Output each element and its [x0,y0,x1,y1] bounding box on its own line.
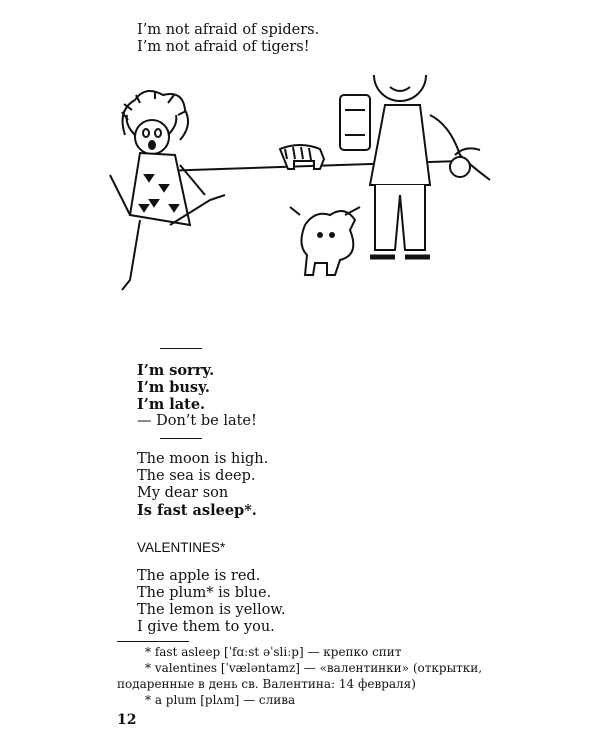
divider-rule [160,438,202,439]
footnote-plum: * a plum [plʌm] — слива [145,693,296,707]
poem3-line2: The sea is deep. [137,468,256,484]
poem3-line3: My dear son [137,485,229,501]
girl-figure [110,91,225,290]
footnote-valentines-cont: подаренные в день св. Валентина: 14 февраля) [117,677,416,691]
poem2-line1: I’m sorry. [137,362,215,379]
boy-figure [340,75,490,257]
poem3-line4: Is fast asleep*. [137,502,257,519]
footnote-rule [117,641,189,642]
footnote-valentines: * valentines [ˈvæləntamz] — «валентинки» (открытки, [145,661,483,675]
page-number: 12 [117,712,137,728]
divider-rule [160,348,202,349]
poem1-line1: I’m not afraid of spiders. [137,22,320,38]
illustration [100,75,530,315]
poem4-line1: The apple is red. [137,568,261,584]
dog-figure [290,207,360,275]
poem4-line2: The plum* is blue. [137,585,272,601]
poem4-line3: The lemon is yellow. [137,602,286,618]
poem2-line2: I’m busy. [137,379,210,396]
poem2-line3: I’m late. [137,396,206,413]
poem4-title: VALENTINES* [137,540,226,555]
footnote-fast-asleep: * fast asleep [ˈfɑːst əˈsliːp] — крепко спит [145,645,402,659]
poem4-line4: I give them to you. [137,619,275,635]
poem2-line4: — Don’t be late! [137,413,257,429]
poem3-line1: The moon is high. [137,451,269,467]
poem1-line2: I’m not afraid of tigers! [137,39,310,55]
